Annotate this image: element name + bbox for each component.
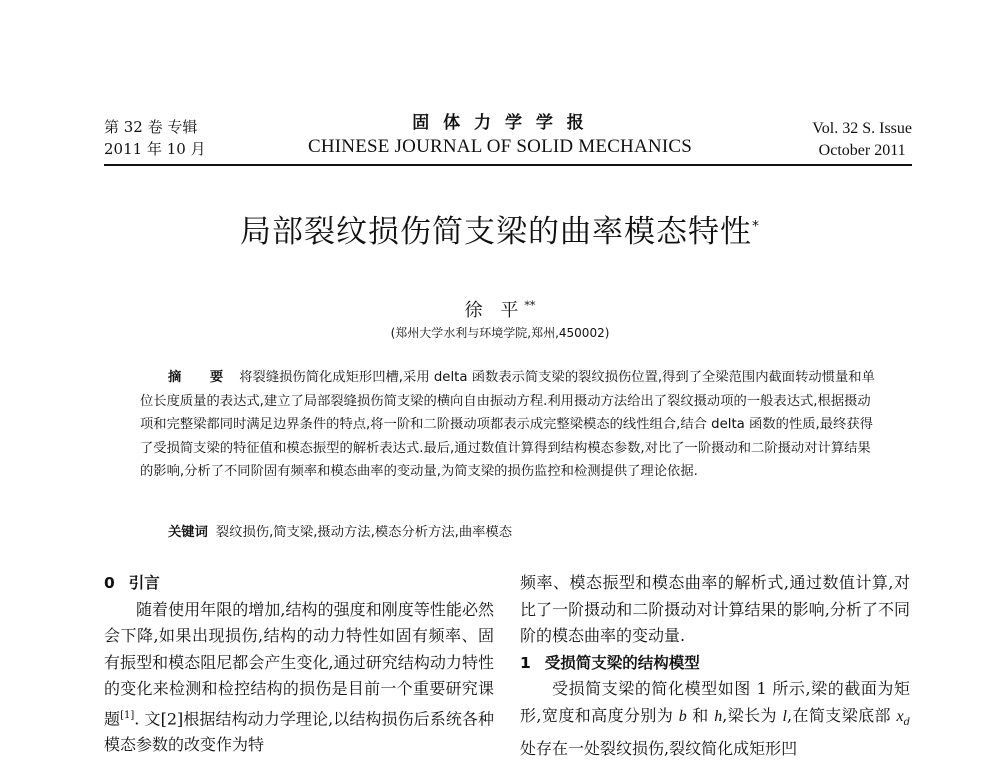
model-text-b: ,梁长为 (722, 705, 783, 725)
intro-text-b: . 文[2]根据结构动力学理论,以结构损伤后系统各种模态参数的改变作为特 (104, 708, 494, 755)
symbol-b: b (678, 707, 687, 725)
abstract (140, 366, 880, 484)
journal-name (270, 112, 730, 160)
symbol-h: h (714, 707, 723, 725)
symbol-x: x (896, 707, 904, 725)
symbol-l: l (782, 707, 787, 725)
section-title: 引言 (128, 574, 160, 592)
affiliation: (郑州大学水利与环境学院,郑州,450002) (390, 326, 610, 340)
paper-title-text: 局部裂纹损伤简支梁的曲率模态特性 (240, 214, 752, 250)
keywords-text: 裂纹损伤,简支梁,摄动方法,模态分析方法,曲率模态 (215, 525, 513, 540)
model-text-c: ,在简支梁底部 (786, 705, 897, 725)
model-text-and: 和 (686, 705, 715, 725)
intro-paragraph (104, 597, 494, 759)
keywords (168, 522, 880, 544)
author-name: 徐 平 (464, 300, 525, 321)
right-column (520, 570, 910, 763)
citation-link[interactable]: [1] (120, 709, 135, 721)
abstract-text: 将裂缝损伤简化成矩形凹槽,采用 delta 函数表示简支梁的裂纹损伤位置,得到了全梁范围内截面转动惯量和单位长度质量的表达式,建立了局部裂缝损伤简支梁的横向自由振动方程.利用摄动方法给出了裂纹摄动项的一般表达式,根据摄动项和完整梁都同时满足边界条件的特点,将一阶和二阶摄动项都表示成完整梁模态的线性组合,结合 delta 函数的性质,最终获得了受损简支梁的特征值和模态振型的解析表达式.最后,通过数值计算得到结构模态参数,对比了一阶摄动和二阶摄动对计算结果的影响,分析了不同阶固有频率和模态曲率的变动量,为简支梁的损伤监控和检测提供了理论依据. (140, 370, 875, 479)
intro-text-a: 随着使用年限的增加,结构的强度和刚度等性能必然会下降,如果出现损伤,结构的动力特性如固有频率、固有振型和模态阻尼都会产生变化,通过研究结构动力特性的变化来检测和检控结构的损伤是目前一个重要研究课题 (104, 599, 494, 728)
volume-en: Vol. 32 S. Issue (812, 120, 912, 137)
author-footnote-mark: ** (524, 299, 536, 312)
section-number: 0 (104, 574, 115, 592)
journal-name-cn: 固 体 力 学 学 报 (412, 113, 588, 133)
date-cn: 2011 年 10 月 (104, 140, 206, 158)
date-en: October 2011 (818, 142, 906, 159)
model-paragraph (520, 676, 910, 763)
model-text-d: 处存在一处裂纹损伤,裂纹简化成矩形凹 (520, 739, 798, 759)
symbol-x-subscript: d (903, 716, 910, 728)
author (0, 296, 1000, 322)
title-footnote-mark: * (752, 218, 760, 235)
section-title: 受损简支梁的结构模型 (544, 653, 700, 672)
keywords-label: 关键词 (168, 525, 208, 540)
abstract-label: 摘 要 (168, 370, 236, 385)
paper-title (0, 206, 1000, 251)
header-left (104, 116, 206, 160)
continuation-paragraph: 频率、模态振型和模态曲率的解析式,通过数值计算,对比了一阶摄动和二阶摄动对计算结果的影响,分析了不同阶的模态曲率的变动量. (520, 573, 910, 645)
header-right (812, 118, 912, 162)
header-rule (104, 164, 912, 166)
section-heading-model (520, 650, 910, 677)
section-number: 1 (520, 653, 531, 672)
section-heading-intro (104, 570, 494, 597)
journal-name-en: CHINESE JOURNAL OF SOLID MECHANICS (307, 136, 692, 157)
model-text-a: 受损简支梁的简化模型如图 1 所示,梁的截面为矩形,宽度和高度分别为 (520, 679, 910, 725)
left-column (104, 570, 494, 759)
volume-cn: 第 32 卷 专辑 (104, 118, 198, 136)
